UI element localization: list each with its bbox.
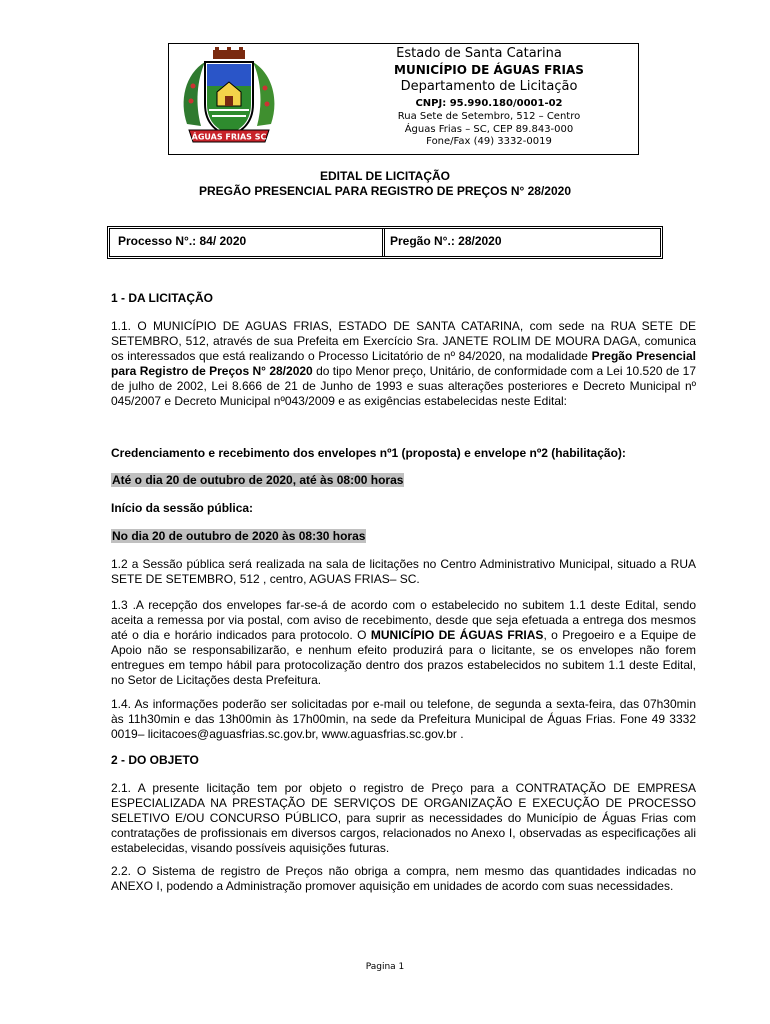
paragraph-1-2: 1.2 a Sessão pública será realizada na sala de licitações no Centro Administrativo Municipal, situado a RUA SETE DE SETEMBRO, 512 , centro, AGUAS FRIAS– SC. — [111, 557, 696, 586]
pregao-number: Pregão N°.: 28/2020 — [390, 234, 502, 248]
paragraph-1-1 — [111, 319, 696, 409]
crest-banner-text: ÁGUAS FRIAS SC — [191, 132, 267, 142]
paragraph-1-1-text-b: do tipo Menor preço, Unitário, de conformidade com a Lei 10.520 de 17 de julho de 2002, Lei 8.666 de 21 de Junho de 1993 e suas alterações posteriores e Decreto Municipal nº 045/2007 e Decreto Municipal nº043/2009 e as exigências estabelecidas neste Edital: — [111, 364, 697, 408]
document-title: EDITAL DE LICITAÇÃO — [320, 169, 450, 183]
page-number: Pagina 1 — [365, 962, 405, 972]
process-box-divider — [382, 229, 385, 256]
letterhead — [168, 43, 639, 155]
phone: Fone/Fax (49) 3332-0019 — [426, 136, 552, 147]
process-box — [107, 226, 663, 259]
session-date-highlight: No dia 20 de outubro de 2020 às 08:30 horas — [112, 529, 366, 543]
section-2-heading: 2 - DO OBJETO — [111, 753, 199, 767]
letterhead-text — [374, 46, 624, 149]
paragraph-1-1-text-a: 1.1. O MUNICÍPIO DE AGUAS FRIAS, ESTADO DE SANTA CATARINA, com sede na RUA SETE DE SETEMBRO, 512, através de sua Prefeita em Exercício Sra. JANETE ROLIM DE MOURA DAGA, comunica os interessados que está realizando o Processo Licitatório de nº 84/2020, na modalidade — [111, 319, 696, 363]
section-1-heading: 1 - DA LICITAÇÃO — [111, 291, 213, 305]
cnpj: CNPJ: 95.990.180/0001-02 — [415, 98, 563, 109]
deadline-highlight: Até o dia 20 de outubro de 2020, até às 08:00 horas — [112, 473, 404, 487]
paragraph-1-3-text-b: , o Pregoeiro e a Equipe de Apoio não se responsabilizarão, e nenhum efeito produzirá para o licitante, se os envelopes não forem entregues em tempo hábil para protocolização dentro dos prazos estabelecidos no subitem 1.1 deste Edital, no Setor de Licitações desta Prefeitura. — [111, 628, 697, 687]
department-name: Departamento de Licitação — [400, 79, 578, 94]
paragraph-2-1: 2.1. A presente licitação tem por objeto o registro de Preço para a CONTRATAÇÃO DE EMPRESA ESPECIALIZADA NA PRESTAÇÃO DE SERVIÇOS DE ORGANIZAÇÃO E EXECUÇÃO DE PROCESSO SELETIVO E/OU CONCURSO PÚBLICO, para suprir as necessidades do Município de Águas Frias com contratações de profissionais em diversos cargos, relacionados no Anexo I, observadas as especificações ali estabelecidas, visando possíveis aquisições futuras. — [111, 781, 696, 855]
address-line-1: Rua Sete de Setembro, 512 – Centro — [397, 111, 581, 122]
session-label: Início da sessão pública: — [111, 501, 254, 515]
paragraph-1-4: 1.4. As informações poderão ser solicitadas por e-mail ou telefone, de segunda a sexta-feira, das 07h30min às 11h30min e das 13h00min às 17h00min, na sede da Prefeitura Municipal de Águas Frias. Fone 49 3332 0019– licitacoes@aguasfrias.sc.gov.br, www.aguasfrias.sc.gov.br . — [111, 697, 696, 741]
paragraph-1-1-bold: Pregão Presencial para Registro de Preços N° 28/2020 — [111, 349, 696, 378]
municipality-name: MUNICÍPIO DE ÁGUAS FRIAS — [394, 63, 584, 77]
credenciamento-heading: Credenciamento e recebimento dos envelopes nº1 (proposta) e envelope nº2 (habilitação): — [111, 446, 626, 460]
address-line-2: Águas Frias – SC, CEP 89.843-000 — [404, 123, 574, 135]
paragraph-2-2: 2.2. O Sistema de registro de Preços não obriga a compra, nem mesmo das quantidades indicadas no ANEXO I, podendo a Administração promover aquisição em unidades de acordo com suas necessidades. — [111, 864, 696, 893]
session-date-line — [111, 529, 696, 544]
paragraph-1-3-bold: MUNICÍPIO DE ÁGUAS FRIAS — [370, 628, 544, 642]
process-number: Processo N°.: 84/ 2020 — [118, 234, 247, 248]
state-name: Estado de Santa Catarina — [396, 46, 562, 61]
paragraph-1-3 — [111, 598, 696, 688]
municipal-crest-icon — [179, 46, 279, 151]
deadline-line — [111, 473, 696, 488]
document-subtitle: PREGÃO PRESENCIAL PARA REGISTRO DE PREÇOS N° 28/2020 — [199, 184, 571, 198]
paragraph-1-3-text-a: 1.3 .A recepção dos envelopes far-se-á de acordo com o estabelecido no subitem 1.1 deste Edital, sendo aceita a remessa por via postal, com aviso de recebimento, desde que seja efetuada a entrega dos mesmos até o dia e horário indicados para protocolo. O — [111, 598, 696, 642]
